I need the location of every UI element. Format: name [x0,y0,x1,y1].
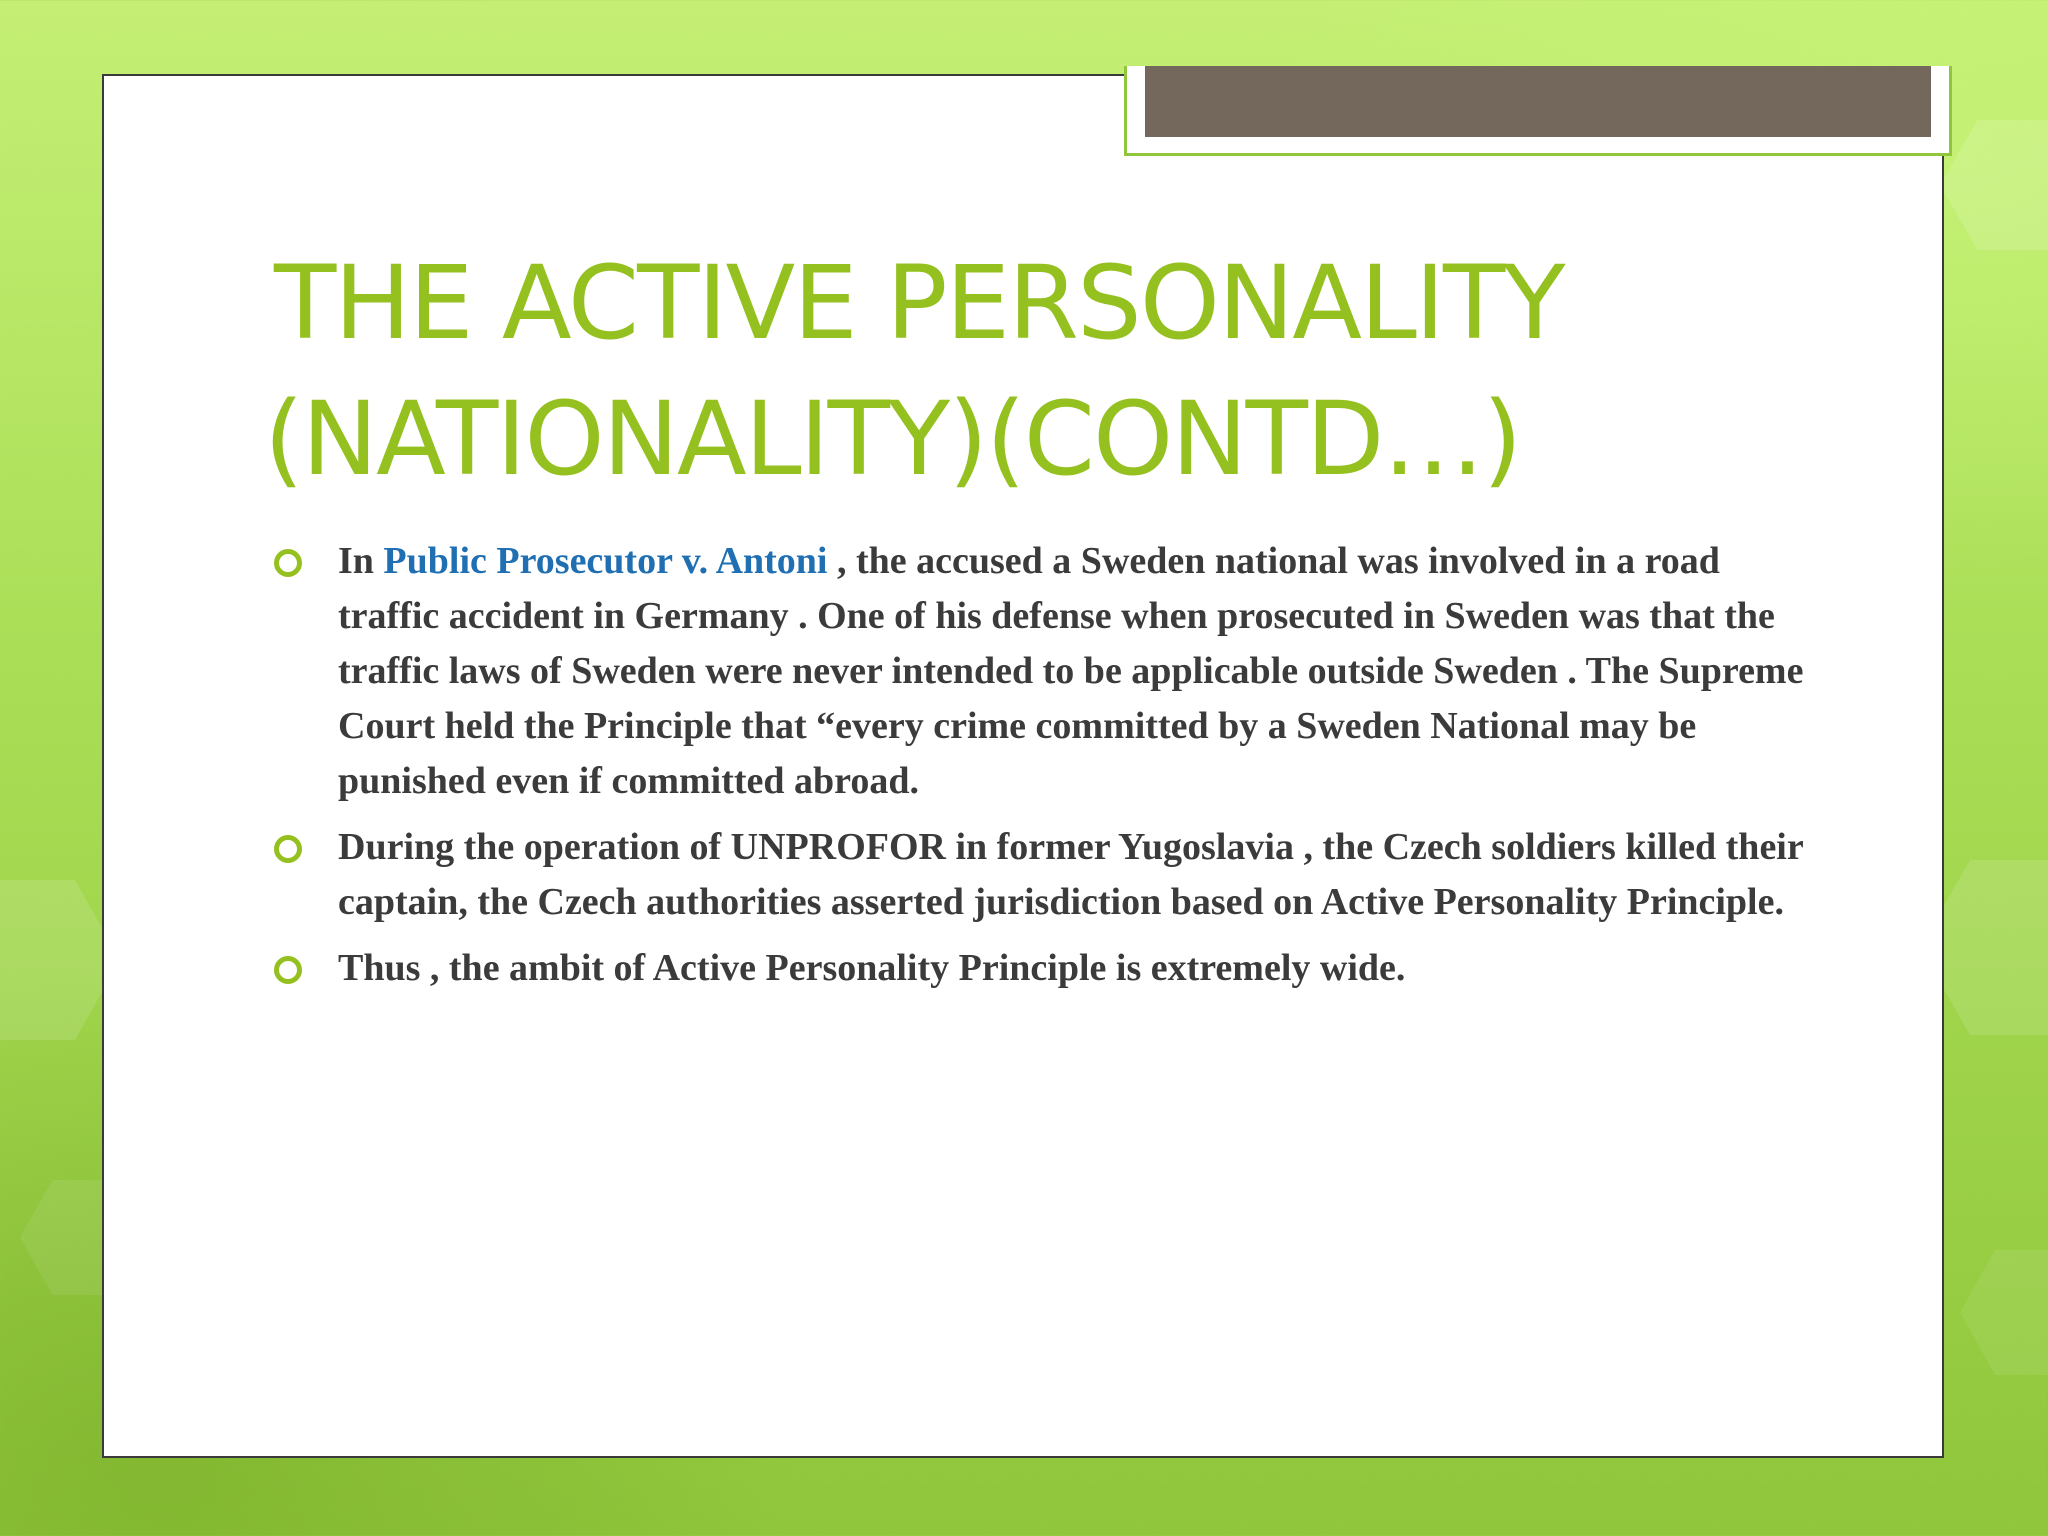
bullet-text: Thus , the ambit of Active Personality Principle is extremely wide. [338,947,1406,989]
bullet-item-antoni-case [274,534,1814,809]
decorative-title-tab-fill [1145,66,1931,137]
background-hexagon [1960,1250,2048,1375]
bullet-item-conclusion [274,941,1814,996]
slide-panel [102,74,1944,1458]
background-hexagon [1940,120,2048,250]
ring-bullet-icon [274,835,302,863]
bullet-prefix: In [338,540,384,582]
bullet-item-unprofor [274,820,1814,930]
slide-title-line-2: (NATIONALITY)(CONTD…) [264,380,1521,499]
ring-bullet-icon [274,956,302,984]
bullet-text: , the accused a Sweden national was involved in a road traffic accident in Germany . One of his defense when prosecuted in Sweden was that the traffic laws of Sweden were never intended to be applicable outside Sweden . The Supreme Court held the Principle that “every crime committed by a Sweden National may be punished even if committed abroad. [338,540,1804,802]
slide-title [264,236,1664,508]
slide-title-line-1: THE ACTIVE PERSONALITY [274,244,1564,363]
ring-bullet-icon [274,549,302,577]
case-name-link[interactable]: Public Prosecutor v. Antoni [383,540,828,582]
decorative-title-tab [1124,66,1952,156]
bullet-list [274,534,1814,1007]
bullet-text: During the operation of UNPROFOR in former Yugoslavia , the Czech soldiers killed their captain, the Czech authorities asserted jurisdiction based on Active Personality Principle. [338,826,1804,923]
